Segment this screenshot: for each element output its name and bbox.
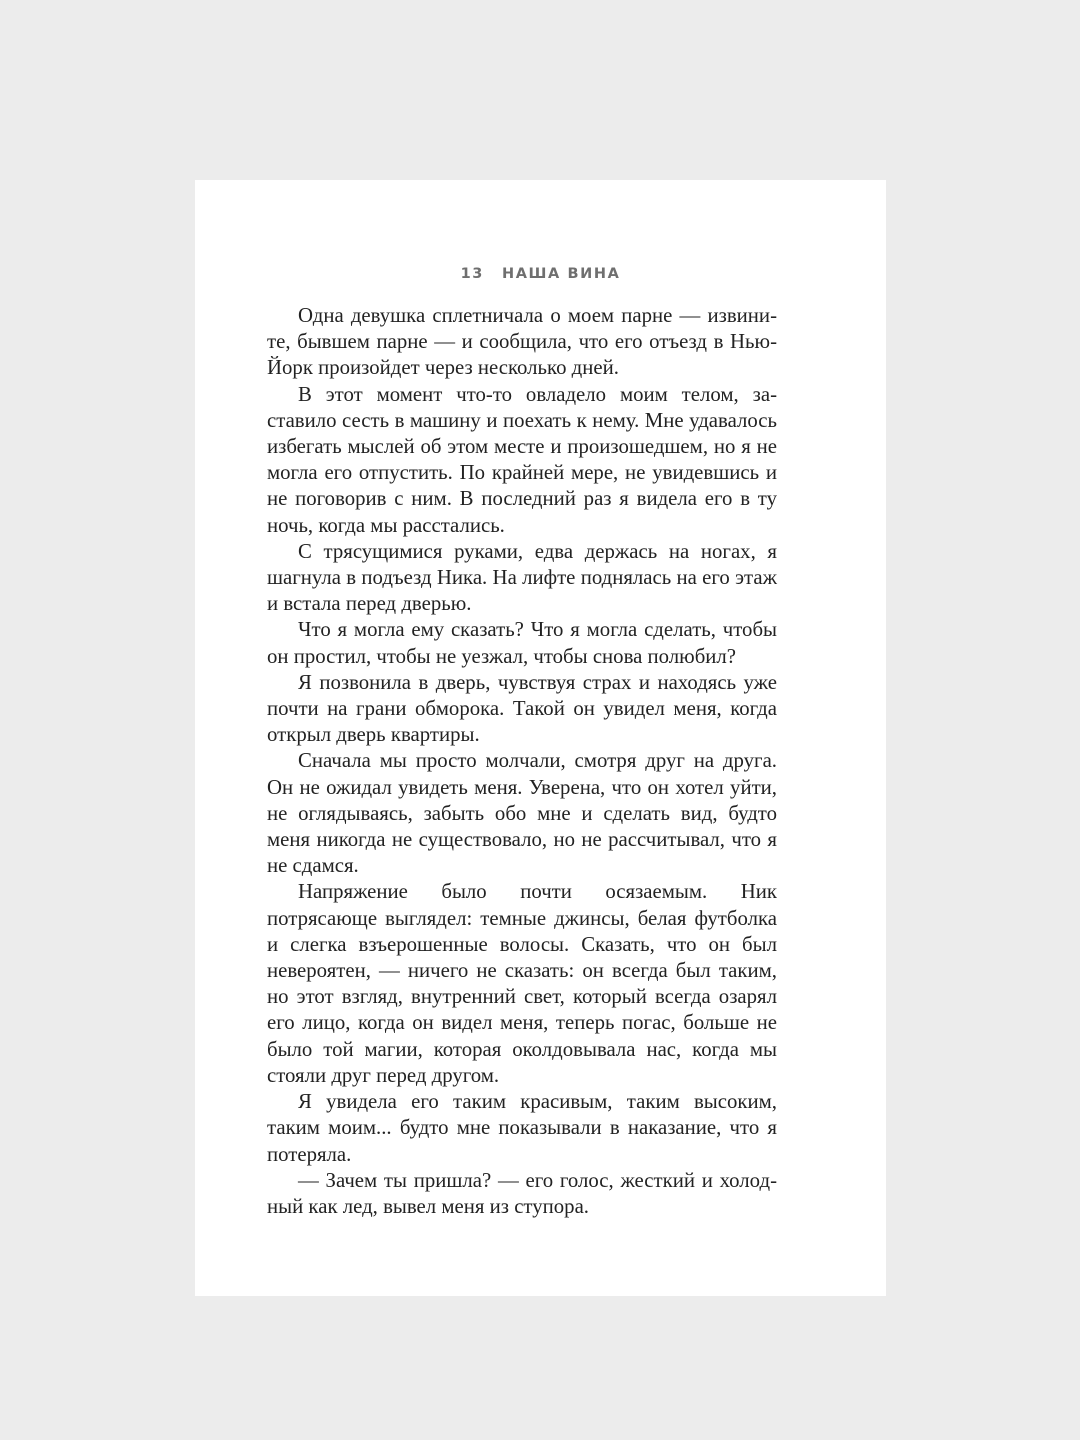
paragraph: Сначала мы просто молчали, смотря друг на друга. Он не ожидал увидеть меня. Уверена, что он хотел уйти, не оглядываясь, забыть обо мне и сделать вид, будто меня никогда не существовало, но не рассчитывал, что я не сдамся. <box>267 749 777 878</box>
paragraph: Я увидела его таким красивым, таким высоким, таким моим... будто мне показывали в наказание, что я потеряла. <box>267 1090 777 1166</box>
paragraph: Напряжение было почти осязаемым. Ник потрясающе выглядел: темные джинсы, белая футболка и слегка взъерошенные волосы. Сказать, что он был невероятен, — ничего не сказать: он всегда был таким, но этот взгляд, внутренний свет, который всегда озарял его лицо, когда он видел меня, теперь погас, больше не было той магии, которая околдовывала нас, когда мы стояли друг перед другом. <box>267 880 777 1087</box>
paragraph: В этот момент что-то овладело моим телом, заставило сесть в машину и поехать к нему. Мне удавалось избегать мыслей об этом месте и произошедшем, но я не могла его отпустить. По крайней мере, не увидевшись и не поговорив с ним. В последний раз я видела его в ту ночь, когда мы расстались. <box>267 382 777 537</box>
paragraph: Я позвонила в дверь, чувствуя страх и находясь уже почти на грани обморока. Такой он увидел меня, когда открыл дверь квартиры. <box>267 670 777 747</box>
paragraph: — Зачем ты пришла? — его голос, жесткий и холодный как лед, вывел меня из ступора. <box>267 1168 777 1218</box>
body-text <box>267 303 777 1220</box>
paragraph: Что я могла ему сказать? Что я могла сделать, чтобы он простил, чтобы не уезжал, чтобы снова полюбил? <box>267 618 777 668</box>
page-number: 13 <box>460 266 484 282</box>
paragraph: С трясущимися руками, едва держась на ногах, я шагнула в подъезд Ника. На лифте поднялась на его этаж и встала перед дверью. <box>267 539 777 616</box>
paragraph: Одна девушка сплетничала о моем парне — извините, бывшем парне — и сообщила, что его отъезд в Нью-Йорк произойдет через несколько дней. <box>267 304 777 380</box>
running-header <box>195 264 886 284</box>
running-title: НАША ВИНА <box>501 266 621 282</box>
